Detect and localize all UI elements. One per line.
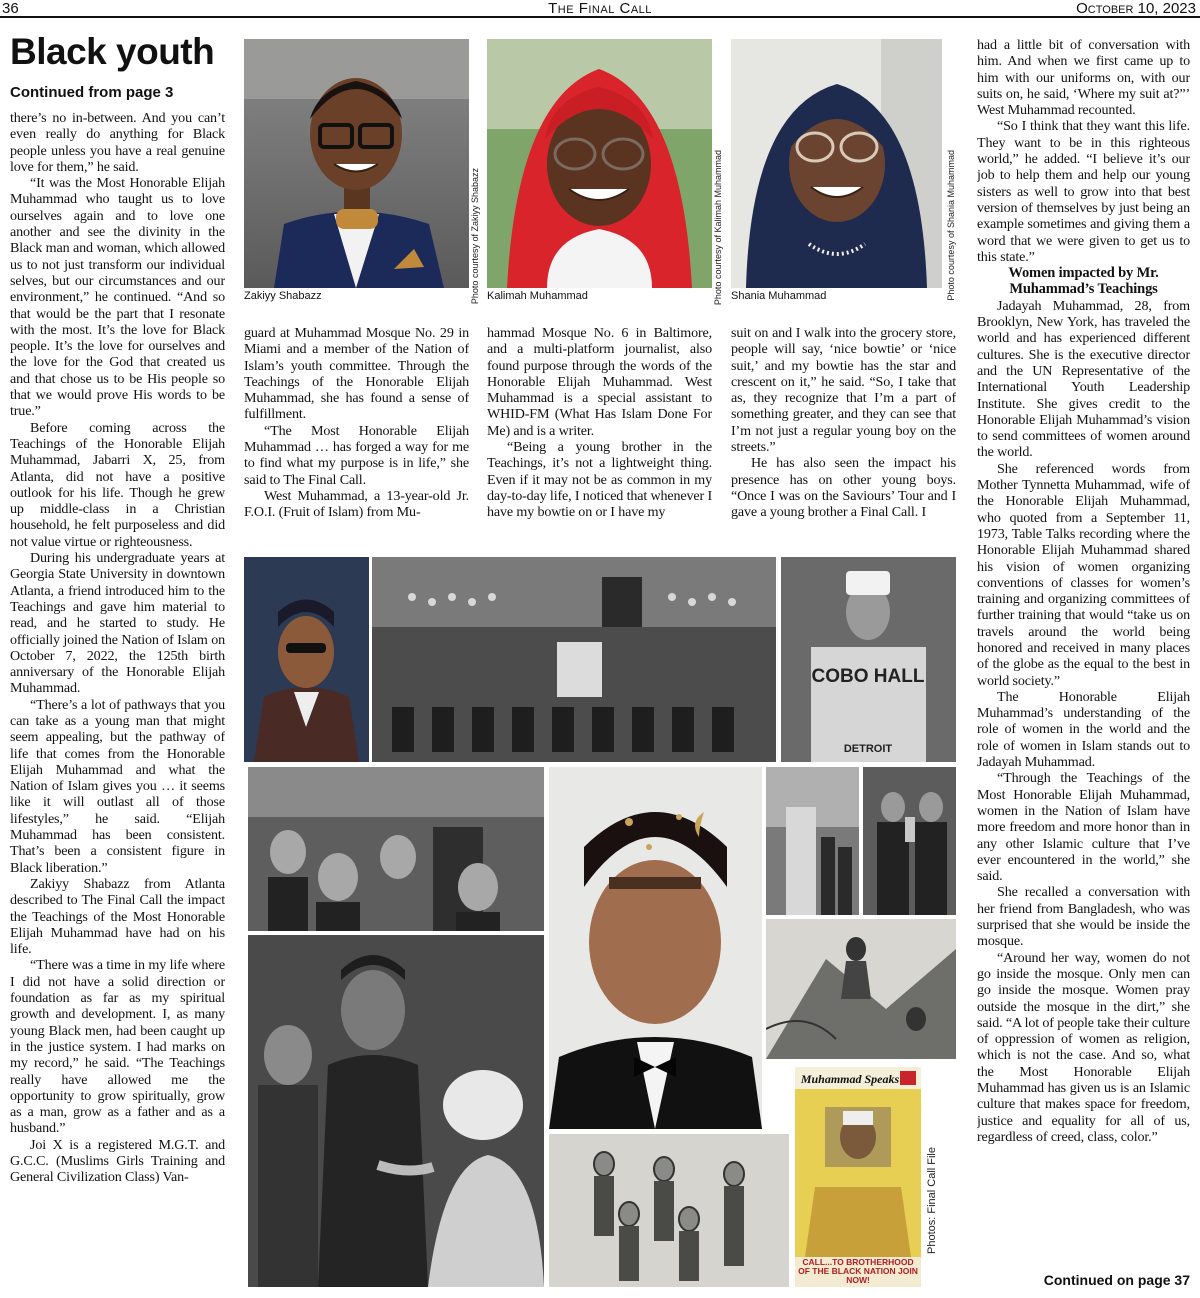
paragraph: “Through the Teachings of the Most Honorable Elijah Muhammad, women in the Nation of Islam have more freedom and more honor than in any other Islamic culture that I’ve ever encountered in the world,” she said. xyxy=(977,770,1190,885)
paragraph: “The Most Honorable Elijah Muhammad … has forged a way for me to find what my purpose is in life,” she said to The Final Call. xyxy=(244,422,469,488)
paragraph: suit on and I walk into the grocery store, people will say, ‘nice bowtie’ or ‘nice suit,’ and my bowtie has the star and crescent on it,” he said. “So, I take that as, they recognize that I’m a part of something greater, and they can see that I’m not just a regular young boy on the streets.” xyxy=(731,325,956,456)
photo-elijah-muhammad-portrait xyxy=(549,767,762,1129)
photo-shania-muhammad xyxy=(731,39,942,288)
photo-airport-arrival xyxy=(766,767,859,915)
newspaper-banner: CALL...TO BROTHERHOOD OF THE BLACK NATION JOIN NOW! xyxy=(798,1258,918,1285)
newspaper-muhammad-speaks xyxy=(795,1067,921,1287)
caption-zakiyy: Zakiyy Shabazz xyxy=(244,290,322,302)
column-1 xyxy=(10,110,225,1295)
paragraph: He has also seen the impact his presence has on other young boys. “Once I was on the Saviours’ Tour and I gave a young brother a Final Call. I xyxy=(731,455,956,521)
paragraph: She recalled a conversation with her friend from Bangladesh, who was surprised that she would be inside the mosque. xyxy=(977,884,1190,950)
paragraph: Joi X is a registered M.G.T. and G.C.C. (Muslims Girls Training and General Civilization Class) Van- xyxy=(10,1136,225,1186)
column-3 xyxy=(487,325,712,555)
paragraph: The Honorable Elijah Muhammad’s understanding of the role of women in the world and the role of women in Islam stands out to Jadayah Muhammad. xyxy=(977,688,1190,771)
photo-kalimah-muhammad xyxy=(487,39,712,288)
paragraph: “Around her way, women do not go inside the mosque. Only men can go inside the mosque. Women pray outside the mosque in the dirt,” she said. “A lot of people take their culture of oppression of women as religion, which is not the case. And so, what the Most Honorable Elijah Muhammad has given us is an Islamic culture that makes space for freedom, justice and equality for all of us, regardless of creed, class, color.” xyxy=(977,949,1190,1145)
paragraph: “There’s a lot of pathways that you can take as a young man that might seem appealing, but the pathway of life that comes from the Honorable Elijah Muhammad and what the Nation of Islam gives you … it seems like it will outlast all of those lifestyles,” he said. “Elijah Muhammad has been consistent. That’s been a consistent figure in Black liberation.” xyxy=(10,696,225,876)
page-number: 36 xyxy=(2,0,19,17)
paragraph: “Being a young brother in the Teachings, it’s not a lightweight thing. Even if it may not be as common in my day-to-day life, I noticed that whenever I have my bowtie on or I have my xyxy=(487,439,712,521)
column-2 xyxy=(244,325,469,555)
photo-zakiyy-shabazz xyxy=(244,39,469,288)
caption-shania: Shania Muhammad xyxy=(731,290,827,302)
column-5 xyxy=(977,37,1190,1270)
collage-credit: Photos: Final Call File xyxy=(926,1147,938,1254)
paragraph: had a little bit of conversation with him. And when we first came up to him with our uniforms on, with our suits on, he said, ‘Where my suit at?”’ West Muhammad recounted. xyxy=(977,37,1190,119)
newspaper-masthead: Muhammad Speaks xyxy=(800,1072,900,1086)
podium-city-text: DETROIT xyxy=(843,743,893,755)
photo-cobo-hall-podium xyxy=(781,557,956,762)
paragraph: Jadayah Muhammad, 28, from Brooklyn, New York, has traveled the world and has experienced different cultures. She is the executive director and the UN Representative of the International Youth Leadership Institute. She gives credit to the Honorable Elijah Muhammad’s vision to send committees of women around the world. xyxy=(977,297,1190,461)
photo-assembly-stage xyxy=(372,557,776,762)
paragraph: there’s no in-between. And you can’t even really do anything for Black people unless you have a real genuine love for them,” he said. xyxy=(10,110,225,175)
paragraph: “So I think that they want this life. They want to be in this righteous world,” he added. “I believe it’s our job to help them and help our young sisters as well to grow into that best version of themselves by just being an example sometimes and giving them a word that we were given to get us to this state.” xyxy=(977,118,1190,265)
paragraph: “It was the Most Honorable Elijah Muhammad who taught us to love ourselves again and to love one another and see the divinity in the Black man and woman, which allowed us to not just transform our individual selves, but our circumstances and our environment,” he continued. “And so that would be the part that I resonate with the most. It’s the love for Black people. It’s the love for ourselves and the love for the God that created us and that chose us to be His people so that we would prove His words to be true.” xyxy=(10,175,225,420)
credit-shania: Photo courtesy of Shania Muhammad xyxy=(946,150,956,301)
headline: Black youth xyxy=(10,31,215,72)
paragraph: “There was a time in my life where I did not have a solid direction or foundation as far as my spiritual growth and development. I, as many young Black men, had been caught up in the justice system. I had marks on my record,” he said. “The Teachings really have allowed me the opportunity to grow spiritually, grow as a man, grow as a father and as a husband.” xyxy=(10,957,225,1137)
podium-sign-text: COBO HALL xyxy=(811,666,925,687)
paragraph: She referenced words from Mother Tynnetta Muhammad, wife of the Honorable Elijah Muhammad, who quoted from a September 11, 1973, Table Talks recording where the Honorable Elijah Muhammad shared his vision of women organizing conventions of classes for women’s training and organizing committees of further training that would “take us on travels around the world being honored and received in many places of the globe as the equal to the best in world society.” xyxy=(977,460,1190,689)
credit-zakiyy: Photo courtesy of Zakiyy Shabazz xyxy=(470,168,480,305)
caption-kalimah: Kalimah Muhammad xyxy=(487,290,588,302)
issue-date: October 10, 2023 xyxy=(1076,0,1196,17)
paragraph: Before coming across the Teachings of the Honorable Elijah Muhammad, Jabarri X, 25, from Atlanta, did not have a positive outlook for his life. Though he grew up middle-class in a Christian household, he felt purposeless and did not value virtue or righteousness. xyxy=(10,419,225,550)
illustration-mountain-climb xyxy=(766,919,956,1059)
subheading: Women impacted by Mr. Muhammad’s Teachings xyxy=(1008,265,1159,298)
credit-kalimah: Photo courtesy of Kalimah Muhammad xyxy=(713,150,723,306)
photo-leader-portrait xyxy=(244,557,369,762)
paragraph: During his undergraduate years at Georgia State University in downtown Atlanta, a friend introduced him to the Teachings and gave him material to read, and he started to study. He officially joined the Nation of Islam on October 7, 2022, the 125th birth anniversary of the Honorable Elijah Muhammad. xyxy=(10,550,225,697)
continued-on: Continued on page 37 xyxy=(1043,1272,1190,1288)
photo-award-ceremony xyxy=(863,767,956,915)
historical-photo-collage xyxy=(244,557,956,1287)
paragraph: guard at Muhammad Mosque No. 29 in Miami and a member of the Nation of Islam’s youth committee. Through the Teachings of the Honorable Elijah Muhammad, she has found a sense of fulfillment. xyxy=(244,325,469,423)
paragraph: West Muhammad, a 13-year-old Jr. F.O.I. (Fruit of Islam) from Mu- xyxy=(244,487,469,521)
paragraph: Zakiyy Shabazz from Atlanta described to The Final Call the impact the Teachings of the Most Honorable Elijah Muhammad have had on his life. xyxy=(10,875,225,958)
continued-from: Continued from page 3 xyxy=(10,84,174,101)
photo-press-conference xyxy=(248,767,544,931)
paragraph: hammad Mosque No. 6 in Baltimore, and a multi-platform journalist, also found purpose through the words of the Honorable Elijah Muhammad. West Muhammad is a special assistant to WHID-FM (What Has Islam Done For Me) and is a writer. xyxy=(487,325,712,439)
page-header xyxy=(0,0,1200,18)
photo-handshake-crowd xyxy=(248,935,544,1287)
column-4 xyxy=(731,325,956,555)
illustration-men-sketch xyxy=(549,1134,789,1287)
publication-name: The Final Call xyxy=(548,0,652,17)
